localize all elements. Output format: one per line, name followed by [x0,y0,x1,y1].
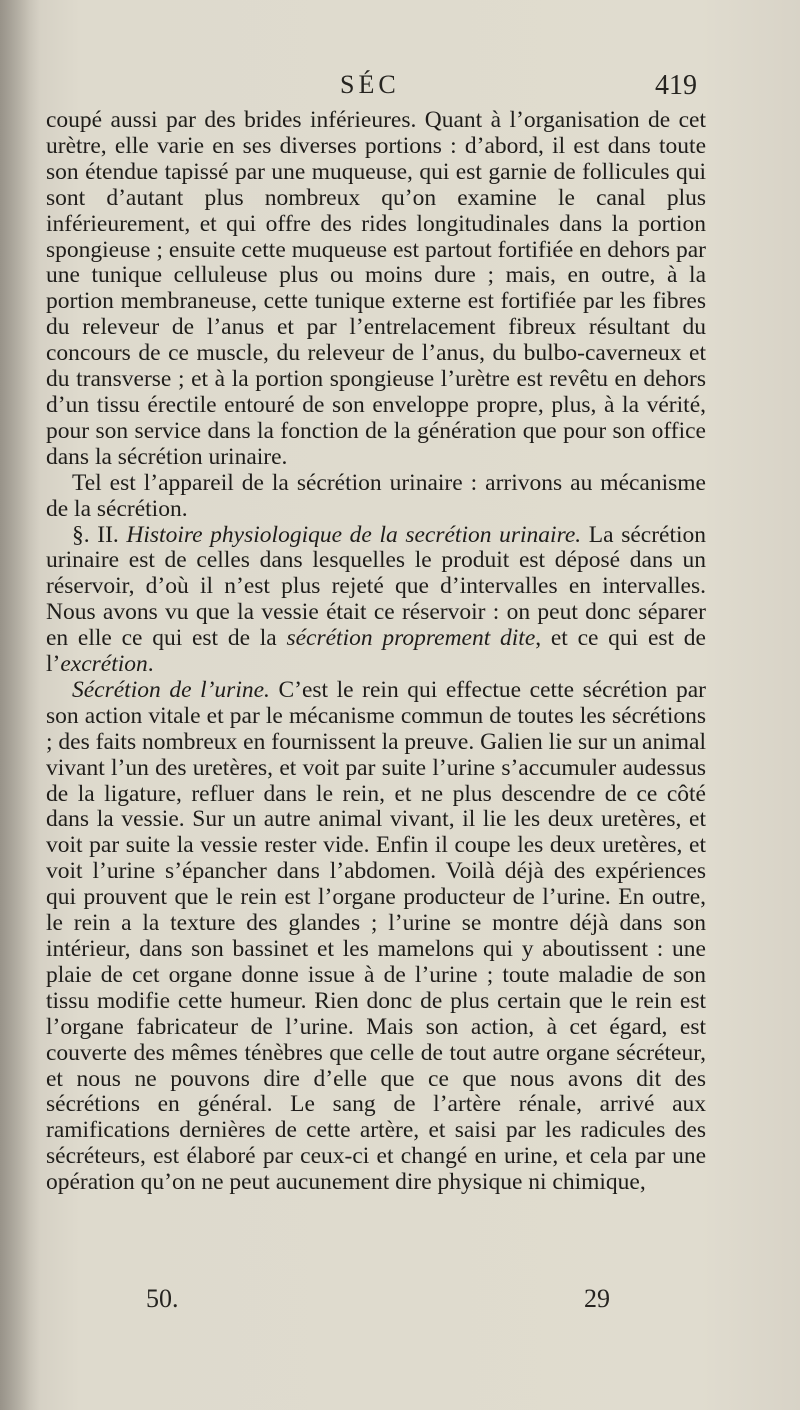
sheet-number: 29 [584,1284,610,1313]
running-head: SÉC [340,70,400,99]
page-number: 419 [655,70,697,101]
body-text [46,108,706,1196]
section-2-text-part-3: . [147,651,154,678]
secretion-urine-text: C’est le rein qui effectue cette sécrétion par son action vitale et par le mécanisme commun de toutes les sécrétions ; des faits nombreux en fournissent la preuve. Galien lie sur un animal vivant l’un des uretères, et voit par suite l’urine s’accumuler audessus de la ligature, refluer dans le rein, et ne plus descendre de ce côté dans la vessie. Sur un autre animal vivant, il lie les deux uretères, et voit par suite la vessie rester vide. Enfin il coupe les deux uretères, et voit l’urine s’épancher dans l’abdomen. Voilà déjà des expériences qui prouvent que le rein est l’organe producteur de l’urine. En outre, le rein a la texture des glandes ; l’urine se montre déjà dans son intérieur, dans son bassinet et les mamelons qui y aboutissent : une plaie de cet organe donne issue à de l’urine ; toute maladie de son tissu modifie cette humeur. Rien donc de plus certain que le rein est l’organe fabricateur de l’urine. Mais son action, à cet égard, est couverte des mêmes ténèbres que celle de tout autre organe sécréteur, et nous ne pouvons dire d’elle que ce que nous avons dit des sécrétions en général. Le sang de l’artère rénale, arrivé aux ramifications dernières de cette artère, et saisi par les radicules des sécréteurs, est élaboré par ceux-ci et changé en urine, et cela par une opération qu’on ne peut aucunement dire physique ni chimique, [46,676,706,1196]
paragraph-urethra-organisation: coupé aussi par des brides inférieures. Quant à l’organisation de cet urètre, elle varie en ses diverses portions : d’abord, il est dans toute son étendue tapissé par une muqueuse, qui est garnie de follicules qui sont d’autant plus nombreux qu’on examine le canal plus inférieurement, et qui offre des rides longitudinales dans la portion spongieuse ; ensuite cette muqueuse est partout fortifiée en dehors par une tunique celluleuse plus ou moins dure ; mais, en outre, à la portion membraneuse, cette tunique externe est fortifiée par les fibres du releveur de l’anus et par l’entrelacement fibreux résultant du concours de ce muscle, du releveur de l’anus, du bulbo-caverneux et du transverse ; et à la portion spongieuse l’urètre est revêtu en dehors d’un tissu érectile entouré de son enveloppe propre, plus, à la vérité, pour son service dans la fonction de la génération que pour son office dans la sécrétion urinaire. [46,107,706,470]
section-2-text-part-1: La sécrétion urinaire est de celles dans lesquelles le produit est déposé dans un réservoir, d’où il n’est plus rejeté que d’intervalles en intervalles. Nous avons vu que la vessie était ce réservoir : on peut donc séparer en elle ce qui est de la [46,521,707,652]
section-number: §. II. [72,521,119,548]
paragraph-transition: Tel est l’appareil de la sécrétion urinaire : arrivons au mécanisme de la sécrétion. [46,469,706,522]
page-footer [0,1284,800,1324]
section-2-text-part-2: , et ce qui est de l’ [46,625,706,678]
section-2-italic-term-2: excrétion [60,651,148,678]
subsection-heading: Sécrétion de l’urine. [72,676,270,703]
page-header [0,66,800,106]
page-gutter-shadow [0,0,40,1410]
paragraph-secretion-urine [46,678,706,1196]
signature-mark: 50. [146,1284,179,1313]
section-2-italic-term-1: sécrétion proprement dite [286,625,536,652]
section-title: Histoire physiologique de la secrétion urinaire. [126,521,582,548]
paragraph-section-2 [46,523,706,678]
